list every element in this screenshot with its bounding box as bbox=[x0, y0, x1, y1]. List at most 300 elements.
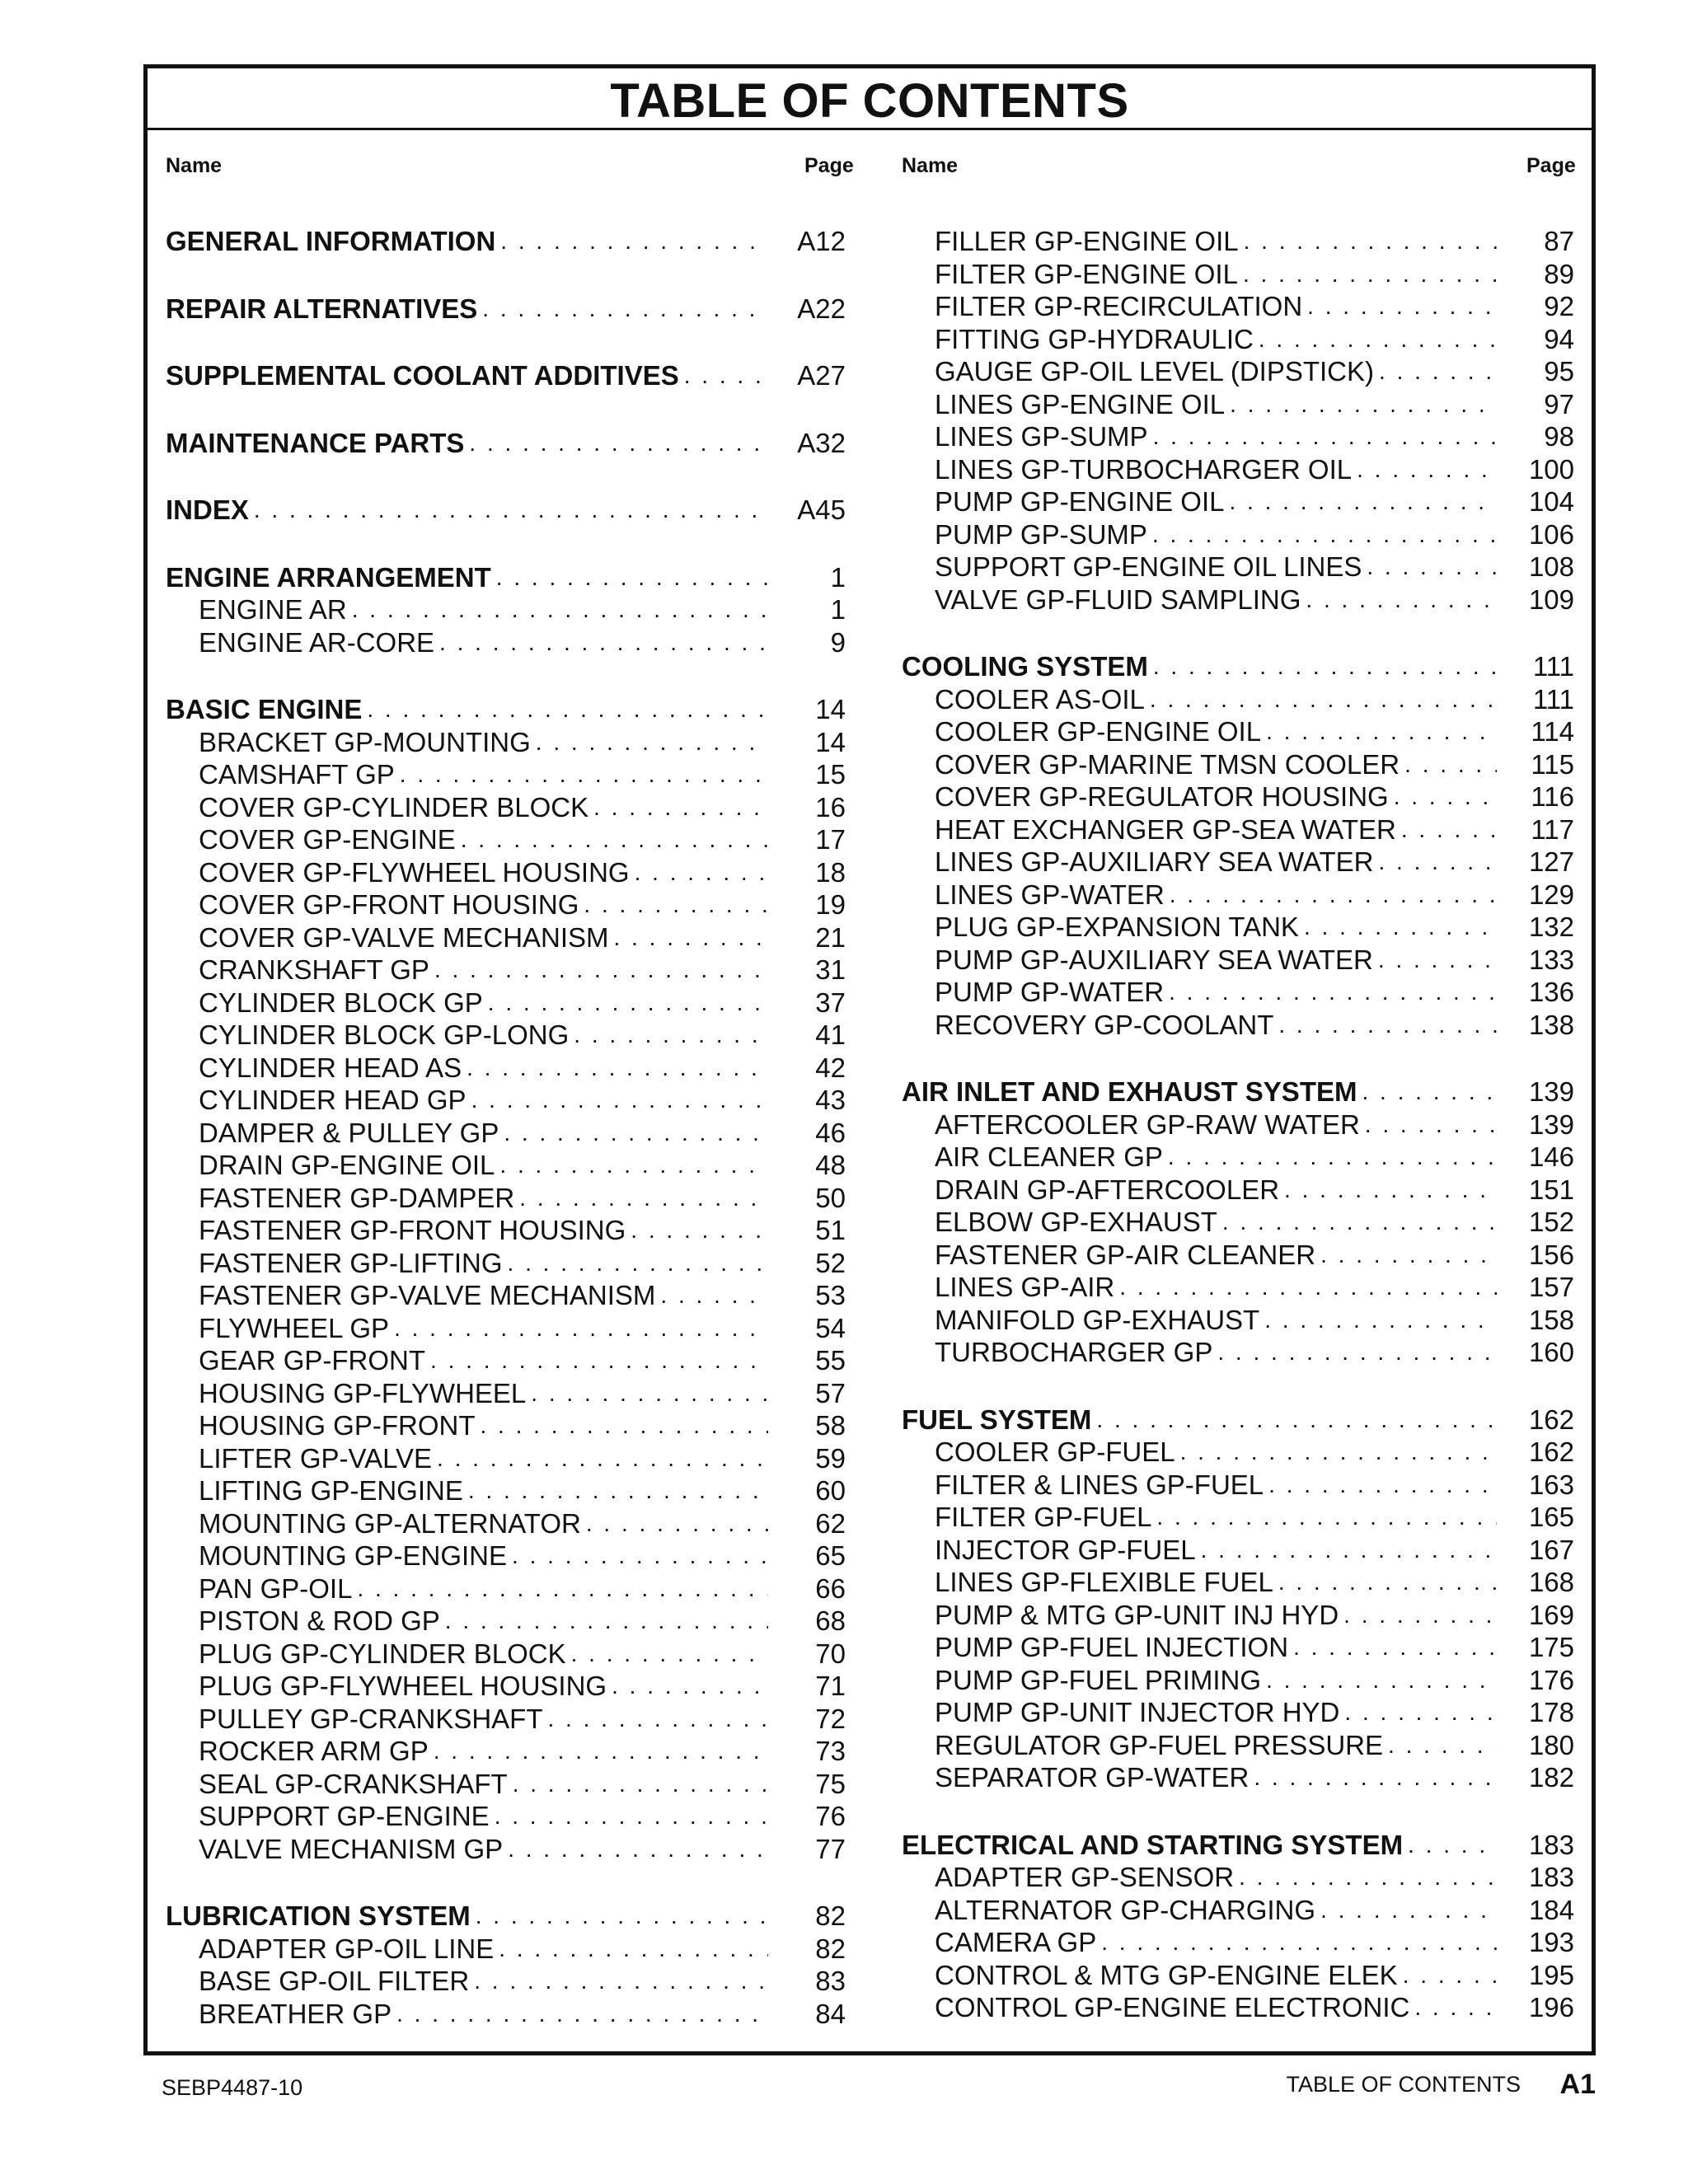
toc-entry-page: 82 bbox=[815, 1900, 846, 1931]
toc-entry-name: RECOVERY GP-COOLANT bbox=[935, 1009, 1274, 1040]
dot-leader bbox=[593, 791, 768, 824]
toc-section-entry[interactable] bbox=[166, 225, 846, 258]
toc-entry-name: INJECTOR GP-FUEL bbox=[935, 1534, 1196, 1565]
toc-entry[interactable] bbox=[902, 518, 1574, 551]
toc-entry[interactable] bbox=[902, 388, 1574, 421]
toc-entry-name: ROCKER ARM GP bbox=[199, 1736, 429, 1766]
toc-entry-page: 138 bbox=[1528, 1009, 1574, 1040]
toc-entry-name: COVER GP-REGULATOR HOUSING bbox=[935, 781, 1389, 812]
toc-entry-name: VALVE GP-FLUID SAMPLING bbox=[935, 583, 1301, 615]
toc-entry-name: FILTER & LINES GP-FUEL bbox=[935, 1469, 1264, 1500]
toc-entry-name: AFTERCOOLER GP-RAW WATER bbox=[935, 1108, 1360, 1140]
toc-entry[interactable] bbox=[166, 1312, 846, 1345]
dot-leader bbox=[612, 1670, 768, 1703]
dot-leader bbox=[445, 1605, 768, 1638]
toc-entry[interactable] bbox=[902, 1009, 1574, 1042]
dot-leader bbox=[571, 1638, 768, 1671]
toc-entry-name: AIR INLET AND EXHAUST SYSTEM bbox=[902, 1076, 1357, 1107]
toc-entry-name: PLUG GP-EXPANSION TANK bbox=[935, 912, 1299, 942]
footer-page-number: A1 bbox=[1559, 2069, 1596, 2100]
toc-entry-page: 98 bbox=[1544, 421, 1574, 452]
toc-entry-page: 106 bbox=[1528, 518, 1574, 550]
toc-entry-page: A22 bbox=[797, 293, 846, 324]
toc-entry[interactable] bbox=[166, 1149, 846, 1182]
toc-entry-page: 136 bbox=[1528, 977, 1574, 1007]
toc-entry[interactable] bbox=[902, 1174, 1574, 1207]
toc-entry-name: CONTROL & MTG GP-ENGINE ELEK bbox=[935, 1959, 1398, 1990]
left-name-header: Name bbox=[166, 154, 223, 177]
toc-entry-name: REGULATOR GP-FUEL PRESSURE bbox=[935, 1729, 1384, 1760]
toc-entry[interactable] bbox=[166, 1344, 846, 1377]
dot-leader bbox=[536, 726, 768, 759]
toc-entry-page: 82 bbox=[815, 1933, 846, 1964]
toc-entry[interactable] bbox=[166, 1965, 846, 1998]
dot-leader bbox=[1320, 1239, 1497, 1272]
toc-entry[interactable] bbox=[902, 1894, 1574, 1927]
toc-entry-page: 127 bbox=[1528, 846, 1574, 877]
toc-entry[interactable] bbox=[166, 823, 846, 856]
toc-entry[interactable] bbox=[166, 1084, 846, 1117]
dot-leader bbox=[437, 1442, 768, 1475]
toc-entry-page: 151 bbox=[1528, 1174, 1574, 1205]
dot-leader bbox=[504, 1117, 768, 1150]
toc-entry[interactable] bbox=[166, 1117, 846, 1150]
toc-entry-name: PULLEY GP-CRANKSHAFT bbox=[199, 1703, 543, 1734]
toc-entry-name: CAMERA GP bbox=[935, 1927, 1097, 1957]
toc-entry-page: 66 bbox=[815, 1572, 846, 1604]
toc-entry-name: CAMSHAFT GP bbox=[199, 759, 395, 790]
toc-entry[interactable] bbox=[902, 1926, 1574, 1959]
toc-entry-page: 68 bbox=[815, 1605, 846, 1636]
dot-leader bbox=[434, 954, 768, 987]
toc-entry[interactable] bbox=[902, 748, 1574, 781]
toc-entry-name: INDEX bbox=[166, 494, 249, 525]
dot-leader bbox=[660, 1279, 768, 1312]
toc-entry[interactable] bbox=[902, 1761, 1574, 1794]
dot-leader bbox=[1357, 453, 1497, 486]
page-title: TABLE OF CONTENTS bbox=[148, 68, 1592, 130]
toc-entry-page: 115 bbox=[1531, 748, 1574, 780]
toc-entry-page: 41 bbox=[815, 1019, 846, 1050]
toc-entry[interactable] bbox=[902, 911, 1574, 944]
dot-leader bbox=[1278, 1009, 1497, 1042]
dot-leader bbox=[1239, 1861, 1497, 1894]
toc-entry[interactable] bbox=[166, 1474, 846, 1507]
dot-leader bbox=[1414, 1991, 1497, 2024]
toc-entry-name: PUMP GP-WATER bbox=[935, 977, 1165, 1007]
toc-entry-name: FASTENER GP-LIFTING bbox=[199, 1247, 503, 1278]
toc-entry-page: 71 bbox=[815, 1671, 846, 1701]
toc-entry[interactable] bbox=[166, 1507, 846, 1540]
toc-entry-name: TURBOCHARGER GP bbox=[935, 1337, 1213, 1367]
toc-entry[interactable] bbox=[902, 1469, 1574, 1502]
toc-entry-page: 70 bbox=[815, 1638, 846, 1669]
toc-entry-name: COOLER GP-FUEL bbox=[935, 1436, 1175, 1467]
toc-section-entry[interactable] bbox=[902, 1829, 1574, 1862]
dot-leader bbox=[499, 1933, 768, 1966]
toc-spacer bbox=[166, 459, 846, 494]
toc-entry-name: MOUNTING GP-ENGINE bbox=[199, 1540, 508, 1571]
toc-entry[interactable] bbox=[902, 1336, 1574, 1369]
toc-entry-page: 73 bbox=[815, 1736, 846, 1766]
toc-entry[interactable] bbox=[902, 1436, 1574, 1469]
toc-entry[interactable] bbox=[902, 551, 1574, 583]
toc-entry[interactable] bbox=[902, 583, 1574, 616]
toc-section-entry[interactable] bbox=[166, 561, 846, 594]
toc-entry-page: 176 bbox=[1528, 1664, 1574, 1695]
toc-entry-name: HEAT EXCHANGER GP-SEA WATER bbox=[935, 813, 1396, 845]
toc-entry-page: 1 bbox=[830, 561, 846, 593]
toc-entry[interactable] bbox=[166, 791, 846, 824]
toc-entry[interactable] bbox=[902, 1566, 1574, 1599]
dot-leader bbox=[1394, 780, 1497, 813]
toc-entry[interactable] bbox=[902, 1664, 1574, 1697]
toc-entry-page: 94 bbox=[1544, 323, 1574, 354]
toc-entry[interactable] bbox=[902, 355, 1574, 388]
toc-entry[interactable] bbox=[902, 258, 1574, 291]
dot-leader bbox=[1278, 1566, 1497, 1599]
toc-entry-name: LINES GP-ENGINE OIL bbox=[935, 388, 1226, 419]
toc-entry-name: SEPARATOR GP-WATER bbox=[935, 1762, 1250, 1793]
toc-entry-name: GAUGE GP-OIL LEVEL (DIPSTICK) bbox=[935, 356, 1375, 387]
dot-leader bbox=[481, 1409, 769, 1442]
toc-entry-page: 193 bbox=[1528, 1927, 1574, 1957]
toc-entry-name: SUPPLEMENTAL COOLANT ADDITIVES bbox=[166, 360, 679, 391]
dot-leader bbox=[586, 1507, 768, 1540]
toc-entry[interactable] bbox=[902, 976, 1574, 1009]
toc-entry-page: 117 bbox=[1531, 813, 1574, 845]
toc-entry-name: PUMP GP-SUMP bbox=[935, 518, 1147, 550]
toc-entry[interactable] bbox=[166, 1052, 846, 1085]
dot-leader bbox=[469, 427, 768, 460]
toc-entry-name: COOLER GP-ENGINE OIL bbox=[935, 716, 1262, 747]
toc-entry-name: CRANKSHAFT GP bbox=[199, 954, 429, 985]
toc-entry[interactable] bbox=[902, 1696, 1574, 1729]
toc-entry[interactable] bbox=[166, 1279, 846, 1312]
dot-leader bbox=[1404, 748, 1497, 781]
toc-entry-name: LINES GP-TURBOCHARGER OIL bbox=[935, 453, 1353, 485]
toc-entry-page: 14 bbox=[815, 726, 846, 757]
toc-entry-name: LUBRICATION SYSTEM bbox=[166, 1900, 471, 1931]
toc-entry[interactable] bbox=[902, 1141, 1574, 1174]
dot-leader bbox=[1153, 420, 1497, 453]
toc-entry[interactable] bbox=[902, 1599, 1574, 1632]
dot-leader bbox=[1320, 1894, 1497, 1927]
dot-leader bbox=[1168, 1141, 1497, 1174]
toc-entry[interactable] bbox=[166, 1605, 846, 1638]
toc-entry-page: 129 bbox=[1528, 879, 1574, 910]
toc-entry-name: GEAR GP-FRONT bbox=[199, 1345, 426, 1376]
dot-leader bbox=[1254, 1761, 1497, 1794]
toc-entry-name: ENGINE AR-CORE bbox=[199, 626, 435, 658]
dot-leader bbox=[352, 593, 768, 626]
dot-leader bbox=[1264, 1304, 1497, 1337]
toc-spacer bbox=[902, 616, 1574, 650]
dot-leader bbox=[1367, 551, 1497, 583]
toc-entry-page: 158 bbox=[1528, 1304, 1574, 1335]
toc-entry[interactable] bbox=[902, 1239, 1574, 1272]
toc-entry[interactable] bbox=[902, 1861, 1574, 1894]
toc-entry-name: ADAPTER GP-OIL LINE bbox=[199, 1933, 495, 1964]
toc-entry-page: 58 bbox=[815, 1410, 846, 1441]
toc-entry[interactable] bbox=[166, 1800, 846, 1833]
toc-entry[interactable] bbox=[902, 846, 1574, 879]
dot-leader bbox=[519, 1182, 768, 1215]
toc-entry-name: ALTERNATOR GP-CHARGING bbox=[935, 1894, 1316, 1925]
dot-leader bbox=[482, 293, 768, 326]
toc-entry[interactable] bbox=[166, 758, 846, 791]
toc-entry-page: 132 bbox=[1528, 912, 1574, 942]
toc-entry-page: 57 bbox=[815, 1377, 846, 1408]
toc-entry-page: 139 bbox=[1528, 1076, 1574, 1107]
toc-entry[interactable] bbox=[166, 593, 846, 626]
toc-entry[interactable] bbox=[902, 715, 1574, 748]
toc-entry-page: 196 bbox=[1528, 1992, 1574, 2022]
toc-entry[interactable] bbox=[902, 944, 1574, 977]
toc-entry[interactable] bbox=[166, 726, 846, 759]
dot-leader bbox=[496, 561, 768, 594]
toc-entry-page: 92 bbox=[1544, 291, 1574, 321]
dot-leader bbox=[1150, 683, 1497, 716]
toc-entry[interactable] bbox=[166, 1572, 846, 1605]
toc-entry[interactable] bbox=[902, 1991, 1574, 2024]
toc-entry[interactable] bbox=[166, 954, 846, 987]
footer-section-label: TABLE OF CONTENTS bbox=[1286, 2072, 1522, 2097]
toc-entry[interactable] bbox=[902, 879, 1574, 912]
dot-leader bbox=[474, 1965, 768, 1998]
toc-entry[interactable] bbox=[902, 1108, 1574, 1141]
toc-section-entry[interactable] bbox=[902, 650, 1574, 683]
toc-section-entry[interactable] bbox=[166, 1900, 846, 1933]
dot-leader bbox=[1378, 846, 1497, 879]
dot-leader bbox=[357, 1572, 768, 1605]
toc-entry[interactable] bbox=[166, 1540, 846, 1572]
toc-section-entry[interactable] bbox=[166, 494, 846, 527]
dot-leader bbox=[500, 225, 768, 258]
toc-entry[interactable] bbox=[902, 453, 1574, 486]
toc-entry-page: 182 bbox=[1528, 1762, 1574, 1793]
toc-spacer bbox=[166, 527, 846, 561]
dot-leader bbox=[1101, 1926, 1497, 1959]
toc-entry[interactable] bbox=[166, 1670, 846, 1703]
toc-entry-name: DAMPER & PULLEY GP bbox=[199, 1117, 499, 1148]
toc-entry-name: PUMP & MTG GP-UNIT INJ HYD bbox=[935, 1599, 1339, 1630]
toc-entry-name: SUPPORT GP-ENGINE bbox=[199, 1801, 490, 1831]
toc-spacer bbox=[166, 258, 846, 293]
toc-entry[interactable] bbox=[166, 1214, 846, 1247]
dot-leader bbox=[508, 1247, 768, 1280]
toc-entry-name: COVER GP-ENGINE bbox=[199, 824, 456, 855]
dot-leader bbox=[367, 693, 768, 726]
dot-leader bbox=[584, 888, 768, 921]
toc-entry-name: BRACKET GP-MOUNTING bbox=[199, 726, 531, 757]
toc-entry-page: 178 bbox=[1528, 1697, 1574, 1727]
toc-entry-page: 19 bbox=[815, 889, 846, 920]
toc-entry[interactable] bbox=[166, 987, 846, 1019]
toc-entry[interactable] bbox=[902, 813, 1574, 846]
toc-entry[interactable] bbox=[166, 888, 846, 921]
toc-entry[interactable] bbox=[166, 1638, 846, 1671]
toc-entry-page: 17 bbox=[815, 824, 846, 855]
toc-entry-page: 162 bbox=[1528, 1436, 1574, 1467]
toc-entry-page: 157 bbox=[1528, 1272, 1574, 1302]
toc-entry-page: 37 bbox=[815, 987, 846, 1018]
toc-entry-page: 108 bbox=[1528, 551, 1574, 582]
toc-entry[interactable] bbox=[166, 1019, 846, 1052]
toc-entry-page: 139 bbox=[1528, 1108, 1574, 1140]
toc-entry[interactable] bbox=[166, 856, 846, 889]
left-page-header: Page bbox=[804, 154, 854, 177]
toc-entry[interactable] bbox=[166, 1933, 846, 1966]
page-footer bbox=[1286, 2069, 1596, 2101]
toc-entry[interactable] bbox=[166, 1735, 846, 1768]
dot-leader bbox=[461, 823, 768, 856]
toc-entry-name: LINES GP-WATER bbox=[935, 879, 1165, 910]
toc-entry[interactable] bbox=[166, 626, 846, 659]
dot-leader bbox=[508, 1833, 768, 1866]
dot-leader bbox=[1217, 1336, 1497, 1369]
toc-entry-page: 21 bbox=[815, 921, 846, 953]
toc-entry[interactable] bbox=[902, 1206, 1574, 1239]
toc-entry-page: 116 bbox=[1531, 781, 1574, 812]
toc-frame bbox=[143, 64, 1596, 2055]
toc-entry-name: DRAIN GP-ENGINE OIL bbox=[199, 1150, 495, 1180]
toc-entry[interactable] bbox=[902, 323, 1574, 356]
toc-entry[interactable] bbox=[166, 1182, 846, 1215]
toc-entry-name: PUMP GP-AUXILIARY SEA WATER bbox=[935, 944, 1373, 975]
dot-leader bbox=[1170, 879, 1497, 912]
dot-leader bbox=[1388, 1729, 1497, 1762]
toc-entry-name: FILTER GP-RECIRCULATION bbox=[935, 291, 1303, 321]
toc-entry-page: 156 bbox=[1528, 1239, 1574, 1270]
dot-leader bbox=[614, 921, 768, 954]
dot-leader bbox=[254, 494, 768, 527]
toc-entry[interactable] bbox=[902, 290, 1574, 323]
dot-leader bbox=[1153, 650, 1497, 683]
toc-entry-page: 95 bbox=[1544, 356, 1574, 387]
toc-entry-name: REPAIR ALTERNATIVES bbox=[166, 293, 478, 324]
toc-entry-name: FASTENER GP-AIR CLEANER bbox=[935, 1239, 1316, 1270]
toc-entry-name: PAN GP-OIL bbox=[199, 1572, 353, 1604]
dot-leader bbox=[1222, 1206, 1497, 1239]
dot-leader bbox=[1266, 715, 1497, 748]
toc-entry[interactable] bbox=[902, 420, 1574, 453]
dot-leader bbox=[499, 1149, 768, 1182]
dot-leader bbox=[1284, 1174, 1497, 1207]
toc-entry-page: 59 bbox=[815, 1442, 846, 1474]
toc-section-entry[interactable] bbox=[902, 1076, 1574, 1108]
toc-entry-page: 18 bbox=[815, 856, 846, 888]
toc-entry-page: 163 bbox=[1528, 1469, 1574, 1500]
dot-leader bbox=[1307, 290, 1497, 323]
toc-section-entry[interactable] bbox=[166, 693, 846, 726]
toc-entry[interactable] bbox=[166, 1247, 846, 1280]
toc-entry-page: 87 bbox=[1544, 226, 1574, 256]
toc-entry[interactable] bbox=[166, 1998, 846, 2031]
toc-entry[interactable] bbox=[166, 1442, 846, 1475]
dot-leader bbox=[1152, 518, 1497, 551]
dot-leader bbox=[1201, 1534, 1497, 1567]
toc-entry[interactable] bbox=[166, 1833, 846, 1866]
toc-entry-page: A27 bbox=[797, 360, 846, 391]
toc-section-entry[interactable] bbox=[166, 427, 846, 460]
toc-entry[interactable] bbox=[902, 1304, 1574, 1337]
toc-entry-name: VALVE MECHANISM GP bbox=[199, 1833, 504, 1864]
dot-leader bbox=[1169, 976, 1497, 1009]
toc-entry[interactable] bbox=[902, 780, 1574, 813]
toc-spacer bbox=[902, 1794, 1574, 1829]
toc-entry[interactable] bbox=[902, 1534, 1574, 1567]
toc-entry-page: 183 bbox=[1528, 1829, 1574, 1860]
right-name-header: Name bbox=[902, 154, 959, 177]
toc-entry-page: A45 bbox=[797, 494, 846, 525]
toc-entry-name: PISTON & ROD GP bbox=[199, 1605, 440, 1636]
dot-leader bbox=[531, 1377, 768, 1410]
dot-leader bbox=[1293, 1631, 1497, 1664]
dot-leader bbox=[471, 1084, 768, 1117]
toc-entry-page: 52 bbox=[815, 1247, 846, 1278]
toc-entry[interactable] bbox=[902, 485, 1574, 518]
toc-entry[interactable] bbox=[902, 225, 1574, 258]
toc-entry[interactable] bbox=[902, 1729, 1574, 1762]
toc-entry[interactable] bbox=[902, 683, 1574, 716]
toc-spacer bbox=[166, 658, 846, 693]
toc-section-entry[interactable] bbox=[166, 293, 846, 326]
toc-entry-name: HOUSING GP-FLYWHEEL bbox=[199, 1377, 527, 1408]
toc-entry-name: BASIC ENGINE bbox=[166, 694, 363, 724]
toc-entry-page: 60 bbox=[815, 1475, 846, 1506]
toc-entry-page: 175 bbox=[1528, 1632, 1574, 1662]
toc-entry[interactable] bbox=[166, 1409, 846, 1442]
toc-entry-page: 104 bbox=[1528, 486, 1574, 517]
dot-leader bbox=[1259, 323, 1497, 356]
toc-entry-name: FILLER GP-ENGINE OIL bbox=[935, 226, 1239, 256]
toc-entry[interactable] bbox=[902, 1271, 1574, 1304]
toc-entry-page: 14 bbox=[815, 694, 846, 724]
dot-leader bbox=[1365, 1108, 1497, 1141]
toc-spacer bbox=[902, 1041, 1574, 1076]
dot-leader bbox=[1304, 911, 1497, 944]
toc-entry-page: 152 bbox=[1528, 1207, 1574, 1237]
toc-entry[interactable] bbox=[166, 1703, 846, 1736]
toc-entry-page: 195 bbox=[1528, 1959, 1574, 1990]
toc-entry-name: FASTENER GP-DAMPER bbox=[199, 1182, 515, 1213]
toc-entry-page: A12 bbox=[797, 226, 846, 256]
toc-entry[interactable] bbox=[166, 1768, 846, 1801]
toc-entry-page: 184 bbox=[1528, 1894, 1574, 1925]
toc-entry-name: BREATHER GP bbox=[199, 1998, 392, 2029]
dot-leader bbox=[1230, 388, 1497, 421]
toc-entry[interactable] bbox=[166, 921, 846, 954]
toc-left-column bbox=[166, 225, 846, 2030]
toc-entry-page: A32 bbox=[797, 427, 846, 458]
toc-entry-name: ENGINE AR bbox=[199, 594, 347, 625]
toc-entry-name: LINES GP-AUXILIARY SEA WATER bbox=[935, 846, 1374, 877]
toc-entry-name: COOLER AS-OIL bbox=[935, 683, 1145, 715]
toc-section-entry[interactable] bbox=[166, 359, 846, 392]
toc-entry-page: 15 bbox=[815, 759, 846, 790]
toc-entry[interactable] bbox=[166, 1377, 846, 1410]
toc-entry-name: LIFTING GP-ENGINE bbox=[199, 1475, 463, 1506]
toc-entry-page: 183 bbox=[1528, 1862, 1574, 1892]
toc-section-entry[interactable] bbox=[902, 1404, 1574, 1436]
toc-entry-name: FLYWHEEL GP bbox=[199, 1312, 390, 1343]
toc-entry-name: COVER GP-VALVE MECHANISM bbox=[199, 921, 609, 953]
toc-entry-page: 167 bbox=[1528, 1534, 1574, 1565]
toc-entry[interactable] bbox=[902, 1631, 1574, 1664]
toc-entry[interactable] bbox=[902, 1501, 1574, 1534]
toc-entry[interactable] bbox=[902, 1959, 1574, 1992]
